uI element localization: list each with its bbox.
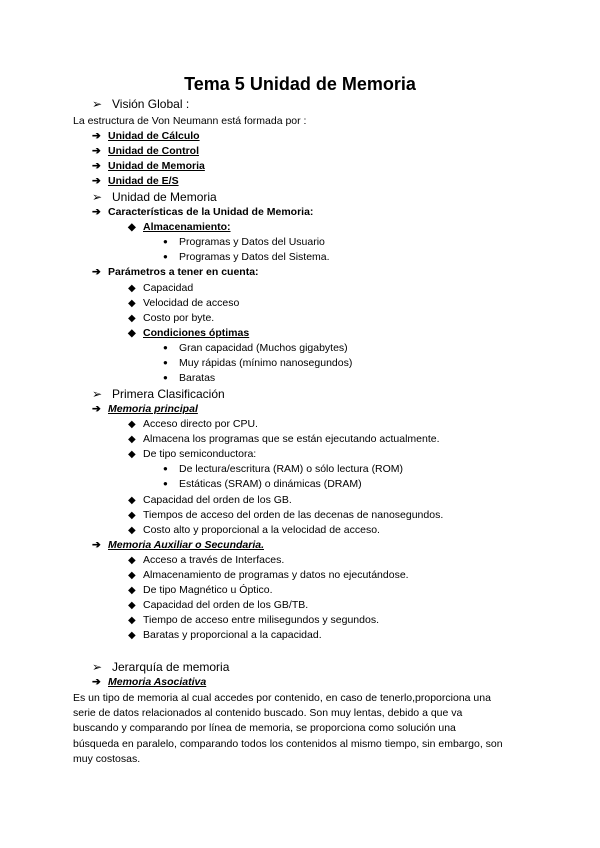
diamond-icon: ◆ [128,495,136,506]
heading-jerarquia: ➢ Jerarquía de memoria [92,660,230,674]
bullet-icon: ● [163,464,168,473]
list-item: ◆ De tipo Magnético u Óptico. [128,584,273,596]
diamond-icon: ◆ [128,555,136,566]
list-item: ● Muy rápidas (mínimo nanosegundos) [163,357,353,369]
paragraph-line: Es un tipo de memoria al cual accedes por contenido, en caso de tenerlo,proporciona una [73,692,491,704]
arrowhead-icon: ➢ [92,190,103,204]
diamond-icon: ◆ [128,419,136,430]
diamond-icon: ◆ [128,434,136,445]
arrow-icon: ➔ [92,130,101,142]
arrowhead-icon: ➢ [92,97,103,111]
diamond-icon: ◆ [128,222,136,233]
arrow-icon: ➔ [92,266,101,278]
list-item: ◆ Capacidad del orden de los GB. [128,494,292,506]
list-item: ● De lectura/escritura (RAM) o sólo lectura (ROM) [163,463,404,475]
paragraph-line: serie de datos relacionados al contenido buscado. Son muy lentas, debido a que va [73,707,463,720]
bullet-icon: ● [163,373,168,382]
diamond-icon: ◆ [128,600,136,611]
list-item: ◆ Costo alto y proporcional a la velocidad de acceso. [128,524,380,536]
diamond-icon: ◆ [128,525,136,536]
list-item: ◆ Condiciones óptimas [128,327,250,339]
arrow-icon: ➔ [92,403,101,415]
bullet-icon: ● [163,252,168,261]
list-item: ➔ Parámetros a tener en cuenta: [92,266,259,278]
heading-text: Visión Global : [112,97,190,111]
diamond-icon: ◆ [128,630,136,641]
bullet-icon: ● [163,479,168,488]
list-item: ◆ Acceso a través de Interfaces. [128,554,285,566]
diamond-icon: ◆ [128,570,136,581]
list-item: ● Baratas [163,372,216,384]
bullet-icon: ● [163,237,168,246]
diamond-icon: ◆ [128,313,136,324]
paragraph-line: muy costosas. [73,752,141,765]
diamond-icon: ◆ [128,283,136,294]
list-item: ◆ Capacidad del orden de los GB/TB. [128,599,309,611]
list-item: ➔ Unidad de Cálculo [92,130,200,142]
diamond-icon: ◆ [128,510,136,521]
arrow-icon: ➔ [92,175,101,187]
list-item: ● Gran capacidad (Muchos gigabytes) [163,342,348,354]
list-item: ➔ Unidad de Memoria [92,160,205,172]
bullet-icon: ● [163,343,168,352]
list-item: ➔ Características de la Unidad de Memoria: [92,206,314,218]
list-item: ◆ Costo por byte. [128,312,215,324]
paragraph-line: búsqueda en paralelo, comparando todos los contenidos al mismo tiempo, sin embargo, son [73,737,503,750]
list-item: ● Programas y Datos del Sistema. [163,251,330,263]
diamond-icon: ◆ [128,449,136,460]
list-item: ➔ Memoria principal [92,403,198,415]
list-item: ◆ Velocidad de acceso [128,297,240,309]
diamond-icon: ◆ [128,615,136,626]
paragraph-asociativa [73,691,533,767]
list-item: ◆ Capacidad [128,282,194,294]
diamond-icon: ◆ [128,298,136,309]
arrowhead-icon: ➢ [92,387,103,401]
page-title: Tema 5 Unidad de Memoria [184,74,416,94]
list-item: ◆ Almacenamiento de programas y datos no ejecutándose. [128,569,409,581]
list-item: ➔ Unidad de E/S [92,175,179,187]
diamond-icon: ◆ [128,328,136,339]
diamond-icon: ◆ [128,585,136,596]
arrow-icon: ➔ [92,539,101,551]
heading-vision-global [92,98,189,110]
arrow-icon: ➔ [92,676,101,688]
arrow-icon: ➔ [92,145,101,157]
list-item: ● Estáticas (SRAM) o dinámicas (DRAM) [163,478,362,490]
list-item: ➔ Unidad de Control [92,145,199,157]
paragraph-line: buscando y comparando por línea de memoria, se proporciona como solución una [73,722,456,735]
list-item: ◆ Tiempo de acceso entre milisegundos y segundos. [128,614,379,626]
arrow-icon: ➔ [92,160,101,172]
list-item: ◆ De tipo semiconductora: [128,448,257,460]
list-item: ● Programas y Datos del Usuario [163,236,325,248]
intro-text: La estructura de Von Neumann está formada por : [73,115,307,127]
list-item: ➔ Memoria Auxiliar o Secundaria. [92,539,264,551]
list-item: ◆ Acceso directo por CPU. [128,418,258,430]
list-item: ◆ Almacenamiento: [128,221,231,233]
heading-primera-clasificacion: ➢ Primera Clasificación [92,387,225,401]
arrow-icon: ➔ [92,206,101,218]
list-item: ◆ Baratas y proporcional a la capacidad. [128,629,322,641]
list-item: ➔ Memoria Asociativa [92,676,207,688]
bullet-icon: ● [163,358,168,367]
list-item: ◆ Tiempos de acceso del orden de las decenas de nanosegundos. [128,509,444,521]
heading-unidad-memoria: ➢ Unidad de Memoria [92,190,217,204]
list-item: ◆ Almacena los programas que se están ejecutando actualmente. [128,433,440,445]
arrowhead-icon: ➢ [92,660,103,674]
